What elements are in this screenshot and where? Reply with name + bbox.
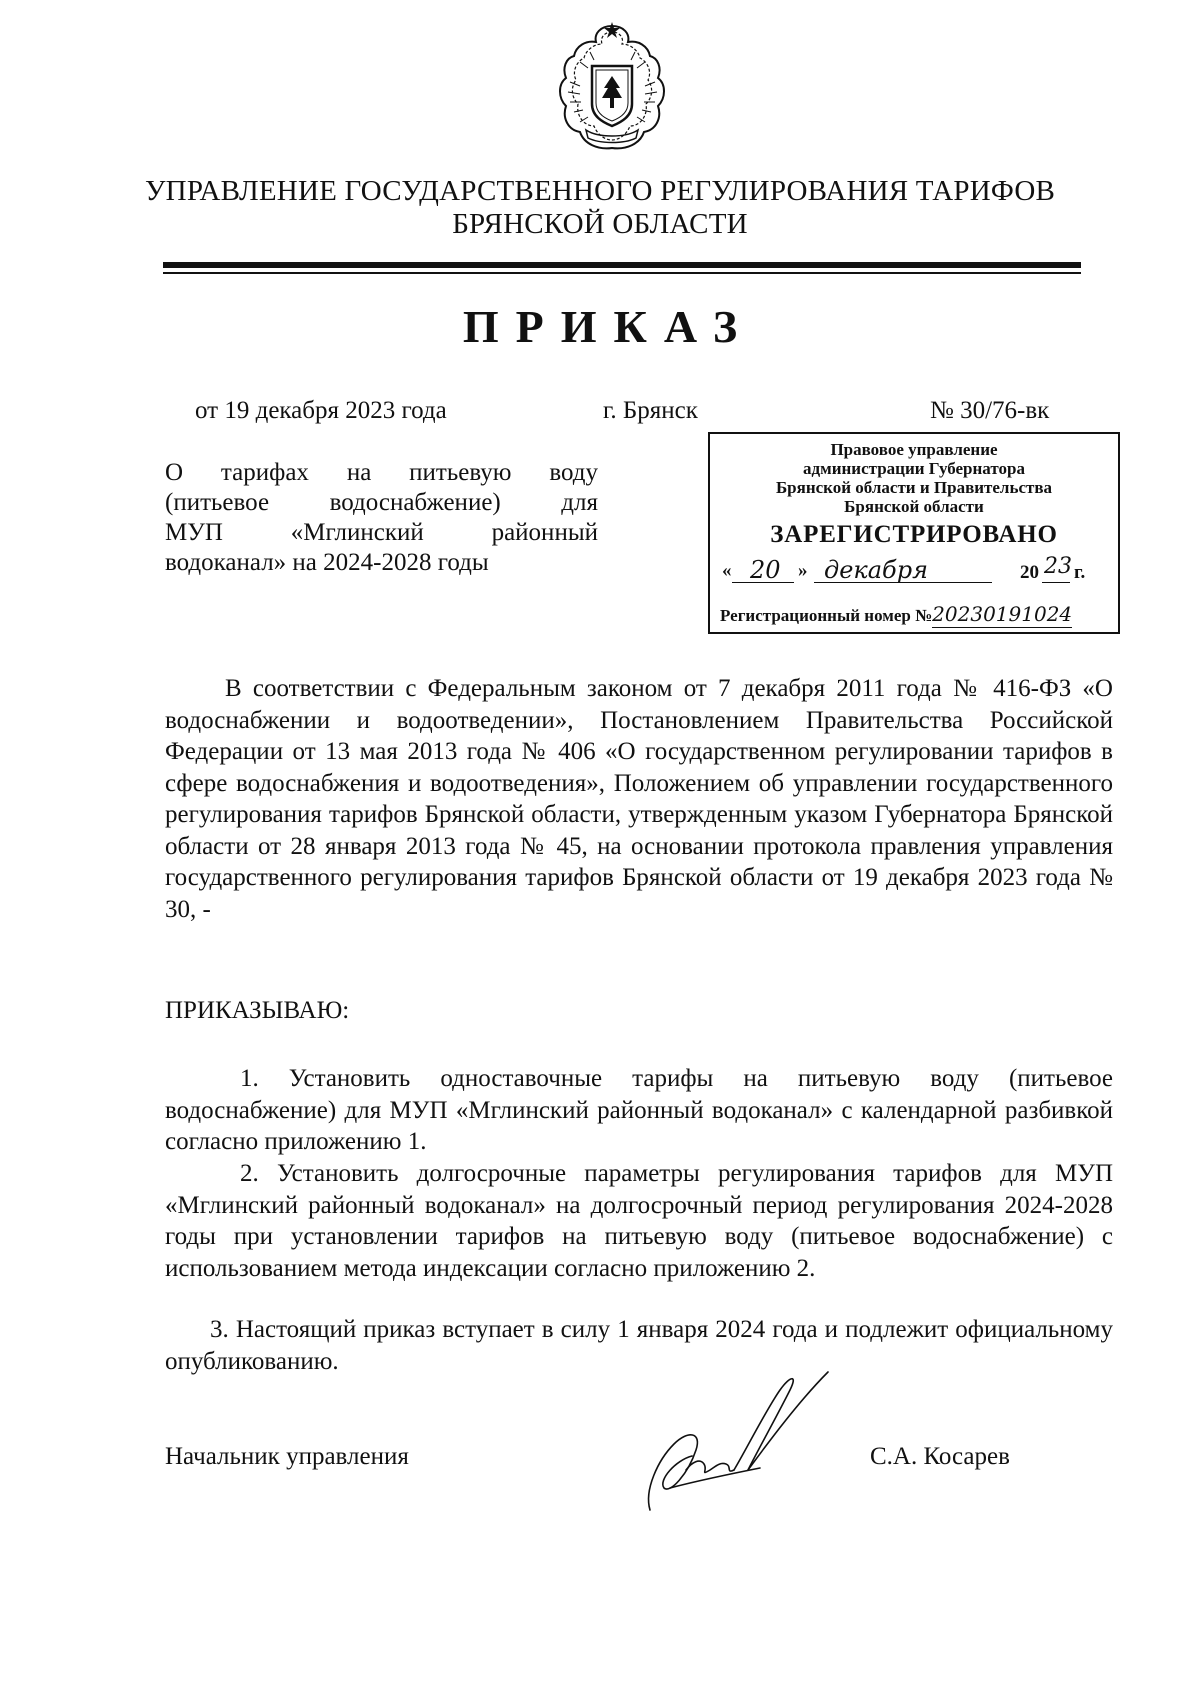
header-divider-thin (163, 272, 1081, 274)
order-directive: ПРИКАЗЫВАЮ: (165, 997, 350, 1024)
order-item-1: 1. Установить одноставочные тарифы на питьевую воду (питьевое водоснабжение) для МУП «Мглинский районный водоканал» с календарной разбивкой согласно приложению 1. (165, 1065, 1113, 1155)
registration-stamp (708, 432, 1120, 634)
order-subject (165, 458, 598, 578)
order-city: г. Брянск (603, 397, 698, 424)
stamp-line: Брянской области (844, 497, 984, 516)
preamble-paragraph: В соответствии с Федеральным законом от 7 декабря 2011 года № 416-ФЗ «О водоснабжении и водоотведении», Постановлением Правительства Российской Федерации от 13 мая 2013 года № 406 «О государственном регулировании тарифов в сфере водоснабжения и водоотведения», Положением об управлении государственного регулирования тарифов Брянской области, утвержденным указом Губернатора Брянской области от 28 января 2013 года № 45, на основании протокола правления управления государственного регулирования тарифов Брянской области от 19 декабря 2023 года № 30, - (165, 675, 1113, 923)
header-divider-thick (163, 262, 1081, 268)
stamp-reg-number: 20230191024 (932, 602, 1073, 626)
organization-name-line1: УПРАВЛЕНИЕ ГОСУДАРСТВЕННОГО РЕГУЛИРОВАНИЯ ТАРИФОВ (144, 175, 1056, 207)
stamp-registration (720, 602, 1072, 626)
stamp-date: « 20 » декабря 20 23 г. (722, 554, 1086, 584)
handwritten-signature-icon (630, 1370, 850, 1515)
stamp-month: декабря (824, 556, 928, 584)
organization-name-line2: БРЯНСКОЙ ОБЛАСТИ (452, 208, 748, 240)
order-date: от 19 декабря 2023 года (195, 397, 447, 424)
order-number: № 30/76-вк (930, 397, 1050, 424)
coat-of-arms-emblem-icon (550, 22, 675, 162)
subject-line: (питьевое водоснабжение) для (165, 489, 598, 516)
document-title: ПРИКАЗ (462, 301, 755, 352)
subject-line: О тарифах на питьевую воду (165, 459, 598, 486)
stamp-line: Брянской области и Правительства (775, 478, 1053, 497)
stamp-year-unit: г. (1074, 562, 1086, 583)
order-item-3: 3. Настоящий приказ вступает в силу 1 января 2024 года и подлежит официальному опубликованию. (165, 1316, 1113, 1375)
signer-title: Начальник управления (165, 1443, 409, 1470)
stamp-reg-label: Регистрационный номер № (720, 606, 933, 625)
stamp-year-prefix: 20 (1020, 562, 1039, 583)
subject-line: МУП «Мглинский районный (165, 519, 598, 546)
signer-name: С.А. Косарев (870, 1443, 1010, 1470)
stamp-day: 20 (750, 556, 781, 584)
order-item-2: 2. Установить долгосрочные параметры регулирования тарифов для МУП «Мглинский районный водоканал» на долгосрочный период регулирования 2024-2028 годы при установлении тарифов на питьевую воду (питьевое водоснабжение) с использованием метода индексации согласно приложению 2. (165, 1160, 1113, 1282)
stamp-year-suffix: 23 (1044, 554, 1072, 579)
subject-line: водоканал» на 2024-2028 годы (165, 549, 489, 576)
stamp-status: ЗАРЕГИСТРИРОВАНО (770, 521, 1058, 548)
stamp-line: администрации Губернатора (803, 459, 1025, 478)
stamp-line: Правовое управление (830, 440, 998, 459)
